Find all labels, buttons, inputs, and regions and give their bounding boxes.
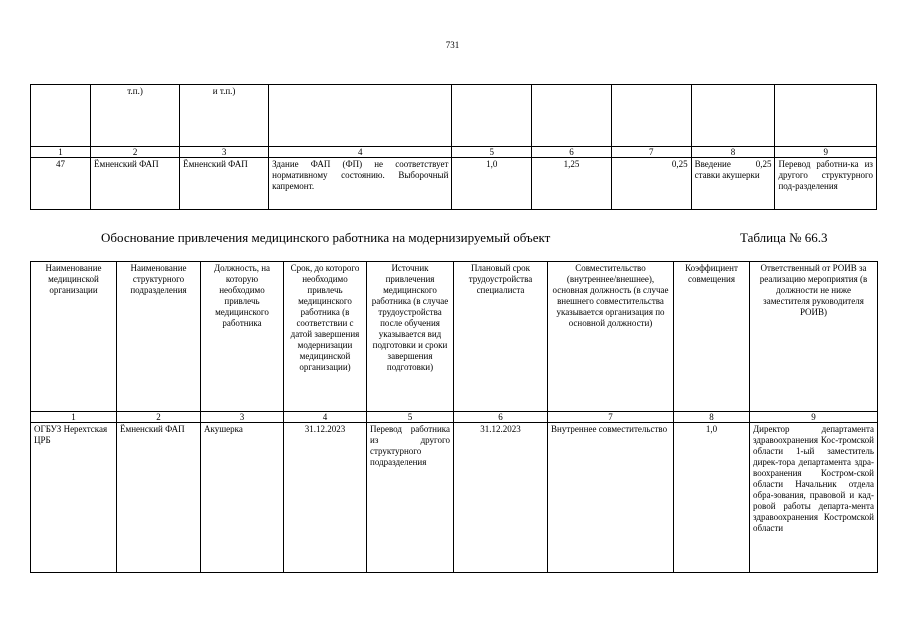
table1-top-cell — [452, 85, 532, 147]
page-number: 731 — [445, 40, 460, 50]
column-header: Коэффициент совмещения — [674, 262, 750, 412]
staffing-table — [30, 261, 878, 573]
table1-top-row — [31, 85, 877, 147]
column-number: 8 — [691, 147, 775, 158]
column-number: 3 — [180, 147, 269, 158]
column-number: 4 — [284, 412, 367, 423]
table1-cell: 1,25 — [532, 158, 612, 210]
table1-cell: 1,0 — [452, 158, 532, 210]
column-header: Совместительство (внутреннее/внешнее), основная должность (в случае внешнего совместительства указывается организация по основной должности) — [548, 262, 674, 412]
column-header: Должность, на которую необходимо привлечь медицинского работника — [201, 262, 284, 412]
column-number: 5 — [367, 412, 454, 423]
table2-cell: Директор департамента здравоохранения Кос-тромской области 1-ый заместитель дирек-тора департамента здра-воохранения Костром-ской области Начальник отдела обра-зования, правовой и кад-ровой работы департа-мента здравоохранения Костромской области — [750, 423, 878, 573]
table-title: Обоснование привлечения медицинского работника на модернизируемый объект — [101, 230, 551, 245]
table2-cell: Ёмненский ФАП — [117, 423, 201, 573]
table1-top-cell — [775, 85, 877, 147]
column-number: 8 — [674, 412, 750, 423]
previous-table-continuation — [30, 84, 877, 210]
table2-column-numbers — [31, 412, 878, 423]
column-header: Срок, до которого необходимо привлечь медицинского работника (в соответствии с датой завершения модернизации медицинской организации) — [284, 262, 367, 412]
table1-cell: Перевод работни-ка из другого структурного под-разделения — [775, 158, 877, 210]
table1-top-cell — [691, 85, 775, 147]
table2-cell: 31.12.2023 — [284, 423, 367, 573]
column-number: 3 — [201, 412, 284, 423]
table2-cell: 1,0 — [674, 423, 750, 573]
column-header: Плановый срок трудоустройства специалиста — [454, 262, 548, 412]
table2-header-row — [31, 262, 878, 412]
column-number: 9 — [775, 147, 877, 158]
table1-cell: Ёмненский ФАП — [91, 158, 180, 210]
table2-cell: Перевод работника из другого структурного подразделения — [367, 423, 454, 573]
column-header: Наименование структурного подразделения — [117, 262, 201, 412]
column-number: 7 — [548, 412, 674, 423]
table1-top-cell — [31, 85, 91, 147]
table2-cell: Акушерка — [201, 423, 284, 573]
table1-cell: Здание ФАП (ФП) не соответствует нормативному состоянию. Выборочный капремонт. — [269, 158, 452, 210]
column-header: Источник привлечения медицинского работника (в случае трудоустройства после обучения указывается вид подготовки и сроки завершения подготовки) — [367, 262, 454, 412]
table1-top-cell: и т.п.) — [180, 85, 269, 147]
table-row — [31, 423, 878, 573]
column-number: 2 — [117, 412, 201, 423]
column-number: 7 — [611, 147, 691, 158]
column-number: 1 — [31, 412, 117, 423]
table1-cell: 0,25 — [611, 158, 691, 210]
column-header: Ответственный от РОИВ за реализацию мероприятия (в должности не ниже заместителя руководителя РОИВ) — [750, 262, 878, 412]
table1-top-cell: т.п.) — [91, 85, 180, 147]
table1-top-cell — [532, 85, 612, 147]
column-header: Наименование медицинской организации — [31, 262, 117, 412]
column-number: 2 — [91, 147, 180, 158]
table1-cell: Ёмненский ФАП — [180, 158, 269, 210]
table2-cell: 31.12.2023 — [454, 423, 548, 573]
column-number: 1 — [31, 147, 91, 158]
table1-column-numbers — [31, 147, 877, 158]
column-number: 9 — [750, 412, 878, 423]
table-row — [31, 158, 877, 210]
table1-cell: Введение 0,25 ставки акушерки — [691, 158, 775, 210]
table-number: Таблица № 66.3 — [740, 230, 828, 245]
table1-cell: 47 — [31, 158, 91, 210]
table1-top-cell — [269, 85, 452, 147]
column-number: 6 — [454, 412, 548, 423]
table2-cell: Внутреннее совместительство — [548, 423, 674, 573]
table2-cell: ОГБУЗ Нерехтская ЦРБ — [31, 423, 117, 573]
column-number: 5 — [452, 147, 532, 158]
column-number: 6 — [532, 147, 612, 158]
column-number: 4 — [269, 147, 452, 158]
table1-top-cell — [611, 85, 691, 147]
